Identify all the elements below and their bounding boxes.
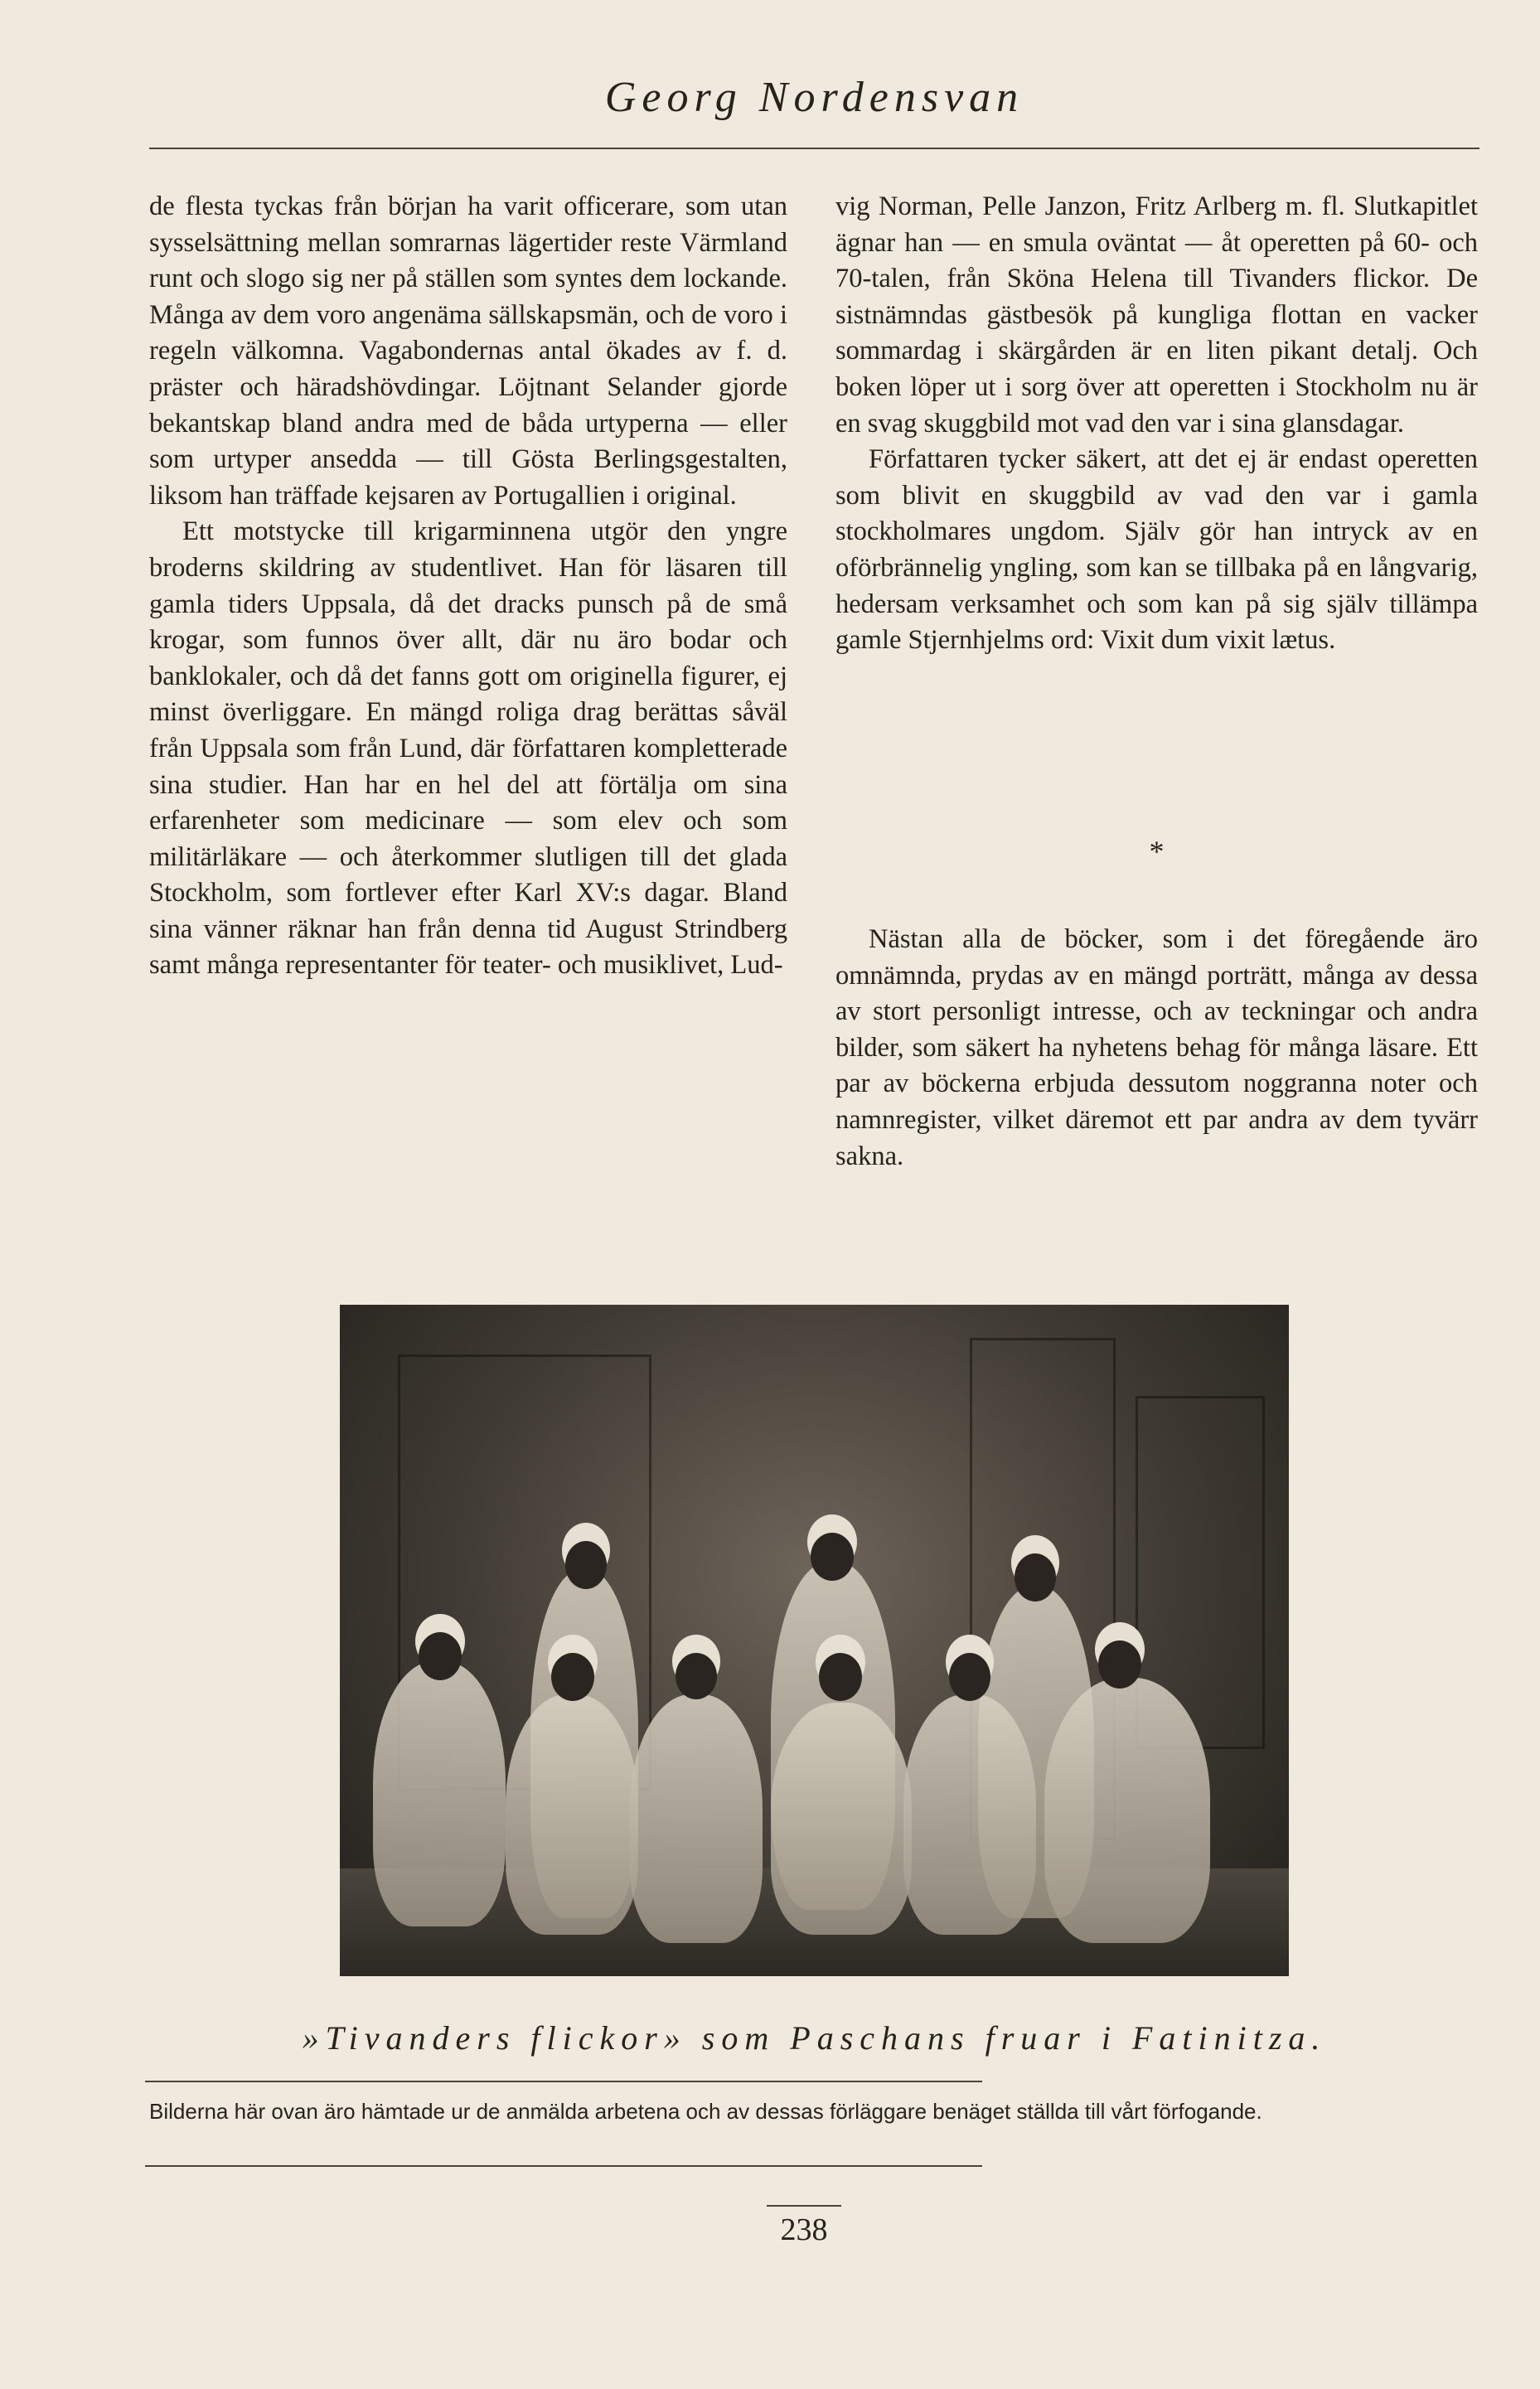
paragraph: Nästan alla de böcker, som i det föregående äro omnämnda, prydas av en mängd porträtt, många av dessa av stort personligt intresse, och av teckningar och andra bilder, som säkert ha nyhetens behag för många läsare. Ett par av böckerna erbjuda dessutom noggranna noter och namnregister, vilket däremot ett par andra av dem tyvärr sakna. bbox=[835, 924, 1478, 1171]
paragraph: de flesta tyckas från början ha varit officerare, som utan sysselsättning mellan somrarnas lägertider reste Värmland runt och slogo sig ner på ställen som syntes dem lockande. Många av dem voro angenäma sällskapsmän, och de voro i regeln välkomna. Vagabondernas antal ökades av f. d. präster och häradshövdingar. Löjtnant Selander gjorde bekantskap bland andra med de båda urtyperna — eller som urtyper ansedda — till Gösta Berlingsgestalten, liksom han träffade kejsaren av Portugallien i original. bbox=[149, 191, 787, 511]
header-rule bbox=[149, 148, 1479, 149]
photograph bbox=[340, 1305, 1289, 1976]
running-header: Georg Nordensvan bbox=[604, 74, 1024, 121]
left-column bbox=[149, 189, 787, 984]
footnote: Bilderna här ovan äro hämtade ur de anmälda arbetena och av dessas förläggare benäget ställda till vårt förfogande. bbox=[149, 2099, 1262, 2124]
paragraph: Författaren tycker säkert, att det ej är endast operetten som blivit en skuggbild av vad den var i gamla stockholmares ungdom. Själv gör han intryck av en oförbrännelig yngling, som kan se tillbaka på en långvarig, hedersam verksamhet och som kan på sig själv tillämpa gamle Stjernhjelms ord: Vixit dum vixit lætus. bbox=[835, 444, 1478, 656]
page-number: 238 bbox=[780, 2212, 828, 2247]
section-separator: * bbox=[1149, 835, 1165, 868]
figure-caption: »Tivanders flickor» som Paschans fruar i Fatinitza. bbox=[302, 2019, 1327, 2057]
paragraph: Ett motstycke till krigarminnena utgör den yngre broderns skildring av studentlivet. Han för läsaren till gamla tiders Uppsala, då det dracks punsch på de små krogar, som funnos över allt, där nu äro bodar och banklokaler, och då det fanns gott om originella figurer, ej minst överliggare. En mängd roliga drag berättas såväl från Uppsala som från Lund, där författaren kompletterade sina studier. Han har en hel del att förtälja om sina erfarenheter som medicinare — som elev och som militärläkare — och återkommer slutligen till det glada Stockholm, som fortlever efter Karl XV:s dagar. Bland sina vänner räknar han från denna tid August Strindberg samt många representanter för teater- och musiklivet, Lud- bbox=[149, 516, 787, 981]
right-column bbox=[835, 189, 1478, 659]
footnote-rule bbox=[145, 2081, 982, 2082]
footnote-bottom-rule bbox=[145, 2165, 982, 2167]
paragraph: vig Norman, Pelle Janzon, Fritz Arlberg m. fl. Slutkapitlet ägnar han — en smula oväntat — åt operetten på 60- och 70-talen, från Sköna Helena till Tivanders flickor. De sistnämndas gästbesök på kungliga flottan en vacker sommardag i skärgården är en liten pikant detalj. Och boken löper ut i sorg över att operetten i Stockholm nu är en svag skuggbild mot vad den var i sina glansdagar. bbox=[835, 191, 1478, 439]
page-number-rule bbox=[767, 2205, 841, 2207]
right-column-continued bbox=[835, 922, 1478, 1175]
